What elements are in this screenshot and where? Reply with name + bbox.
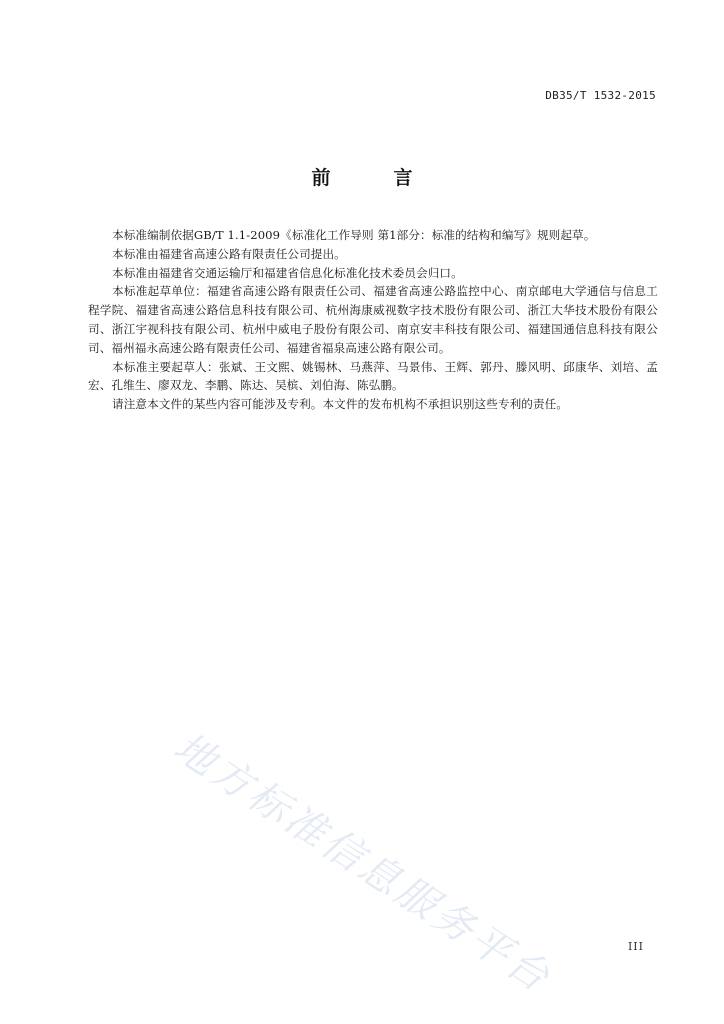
paragraph-proposer: 本标准由福建省高速公路有限责任公司提出。: [112, 246, 346, 261]
page-number: III: [627, 940, 644, 953]
paragraph-drafters: 本标准主要起草人：张斌、王文熙、姚锡林、马燕萍、马景伟、王辉、郭丹、滕风明、邱康华、刘培、孟宏、孔维生、廖双龙、李鹏、陈达、吴槟、刘伯海、陈弘鹏。: [88, 359, 658, 393]
foreword-body: [88, 226, 658, 414]
watermark-text: 地方标准信息服务平台: [165, 724, 560, 1003]
paragraph-patent-notice: 请注意本文件的某些内容可能涉及专利。本文件的发布机构不承担识别这些专利的责任。: [112, 397, 569, 412]
page-title: 前 言: [311, 167, 435, 189]
paragraph-administrator: 本标准由福建省交通运输厅和福建省信息化标准化技术委员会归口。: [112, 265, 463, 280]
standard-code: DB35/T 1532-2015: [545, 89, 656, 102]
paragraph-drafting-units: 本标准起草单位：福建省高速公路有限责任公司、福建省高速公路监控中心、南京邮电大学通信与信息工程学院、福建省高速公路信息科技有限公司、杭州海康威视数字技术股份有限公司、浙江大华技术股份有限公司、浙江宇视科技有限公司、杭州中威电子股份有限公司、南京安丰科技有限公司、福建国通信息科技有限公司、福州福永高速公路有限责任公司、福建省福泉高速公路有限公司。: [88, 284, 658, 355]
paragraph-drafting-basis: 本标准编制依据GB/T 1.1-2009《标准化工作导则 第1部分：标准的结构和编写》规则起草。: [112, 228, 596, 242]
